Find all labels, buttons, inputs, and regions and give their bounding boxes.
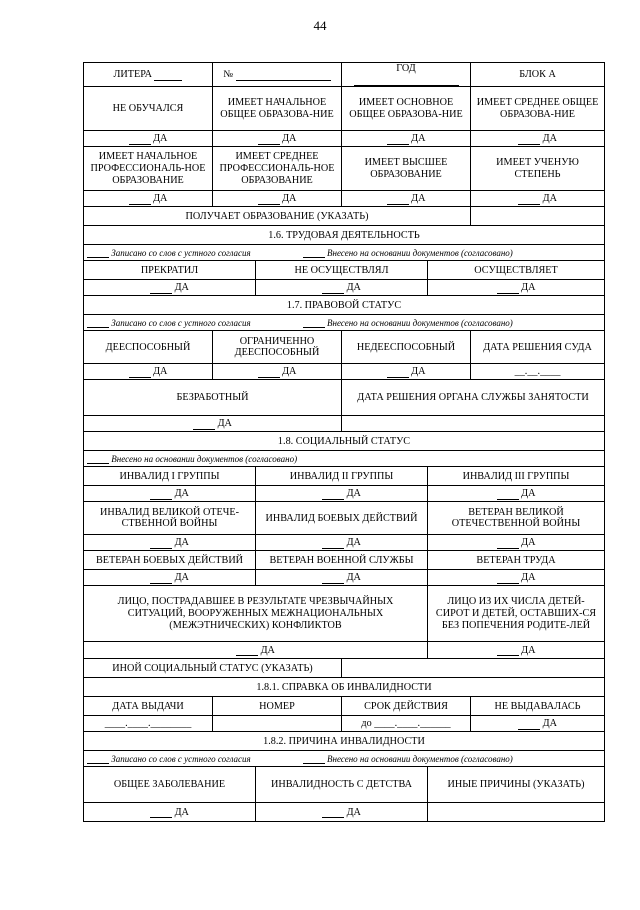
yes-checkbox[interactable]: ДА — [84, 416, 342, 432]
employment-service-date-label: ДАТА РЕШЕНИЯ ОРГАНА СЛУЖБЫ ЗАНЯТОСТИ — [342, 380, 605, 416]
yes-checkbox[interactable]: ДА — [84, 535, 256, 551]
yes-checkbox[interactable]: ДА — [342, 191, 471, 207]
legal-limited: ОГРАНИЧЕННО ДЕЕСПОСОБНЫЙ — [213, 331, 342, 364]
yes-checkbox[interactable]: ДА — [428, 535, 605, 551]
yes-checkbox[interactable]: ДА — [342, 131, 471, 147]
yes-checkbox[interactable]: ДА — [256, 535, 428, 551]
receiving-education-input[interactable] — [471, 207, 605, 226]
edu-degree: ИМЕЕТ УЧЕНУЮ СТЕПЕНЬ — [471, 147, 605, 191]
yes-checkbox[interactable]: ДА — [428, 486, 605, 502]
yes-checkbox[interactable]: ДА — [84, 191, 213, 207]
war-veteran: ВЕТЕРАН ВЕЛИКОЙ ОТЕЧЕСТВЕННОЙ ВОЙНЫ — [428, 502, 605, 535]
receiving-education-label: ПОЛУЧАЕТ ОБРАЗОВАНИЕ (УКАЗАТЬ) — [84, 207, 471, 226]
section-title-social: 1.8. СОЦИАЛЬНЫЙ СТАТУС — [84, 432, 605, 451]
yes-checkbox[interactable]: ДА — [256, 570, 428, 586]
edu-primary-vocational: ИМЕЕТ НАЧАЛЬНОЕ ПРОФЕССИОНАЛЬ-НОЕ ОБРАЗОВАНИЕ — [84, 147, 213, 191]
section-title-labor: 1.6. ТРУДОВАЯ ДЕЯТЕЛЬНОСТЬ — [84, 226, 605, 245]
yes-checkbox[interactable]: ДА — [428, 642, 605, 659]
yes-checkbox[interactable]: ДА — [84, 642, 428, 659]
yes-checkbox[interactable]: ДА — [342, 364, 471, 380]
disability-group-2: ИНВАЛИД II ГРУППЫ — [256, 467, 428, 486]
edu-primary-general: ИМЕЕТ НАЧАЛЬНОЕ ОБЩЕЕ ОБРАЗОВА-НИЕ — [213, 87, 342, 131]
labor-veteran: ВЕТЕРАН ТРУДА — [428, 551, 605, 570]
orphan-status: ЛИЦО ИЗ ИХ ЧИСЛА ДЕТЕЙ-СИРОТ И ДЕТЕЙ, ОСТАВШИХ-СЯ БЕЗ ПОПЕЧЕНИЯ РОДИТЕ-ЛЕЙ — [428, 586, 605, 642]
emergency-victim: ЛИЦО, ПОСТРАДАВШЕЕ В РЕЗУЛЬТАТЕ ЧРЕЗВЫЧАЙНЫХ СИТУАЦИЙ, ВООРУЖЕННЫХ МЕЖНАЦИОНАЛЬНЫХ (МЕЖЭТНИЧЕСКИХ) КОНФЛИКТОВ — [84, 586, 428, 642]
source-selector[interactable]: Внесено на основании документов (согласовано) — [84, 451, 605, 467]
employment-date-input[interactable] — [342, 416, 605, 432]
court-date-input[interactable]: __.__.____ — [471, 364, 605, 380]
unemployed-label: БЕЗРАБОТНЫЙ — [84, 380, 342, 416]
not-issued-label: НЕ ВЫДАВАЛАСЬ — [471, 697, 605, 716]
certificate-number-label: НОМЕР — [213, 697, 342, 716]
cause-general-disease: ОБЩЕЕ ЗАБОЛЕВАНИЕ — [84, 767, 256, 803]
disability-group-3: ИНВАЛИД III ГРУППЫ — [428, 467, 605, 486]
yes-checkbox[interactable]: ДА — [256, 486, 428, 502]
validity-input[interactable]: до ____.____.______ — [342, 716, 471, 732]
yes-checkbox[interactable]: ДА — [84, 131, 213, 147]
source-selector[interactable]: Записано со слов с устного согласия Внесено на основании документов (согласовано) — [84, 245, 605, 261]
labor-never: НЕ ОСУЩЕСТВЛЯЛ — [256, 261, 428, 280]
certificate-number-input[interactable] — [213, 716, 342, 732]
yes-checkbox[interactable]: ДА — [428, 280, 605, 296]
issue-date-input[interactable]: ____.____.________ — [84, 716, 213, 732]
labor-active: ОСУЩЕСТВЛЯЕТ — [428, 261, 605, 280]
source-selector[interactable]: Записано со слов с устного согласия Внесено на основании документов (согласовано) — [84, 751, 605, 767]
edu-basic-general: ИМЕЕТ ОСНОВНОЕ ОБЩЕЕ ОБРАЗОВА-НИЕ — [342, 87, 471, 131]
edu-higher: ИМЕЕТ ВЫСШЕЕ ОБРАЗОВАНИЕ — [342, 147, 471, 191]
yes-checkbox[interactable]: ДА — [256, 803, 428, 822]
other-cause-input[interactable] — [428, 803, 605, 822]
yes-checkbox[interactable]: ДА — [84, 570, 256, 586]
combat-invalid: ИНВАЛИД БОЕВЫХ ДЕЙСТВИЙ — [256, 502, 428, 535]
legal-incapable: НЕДЕЕСПОСОБНЫЙ — [342, 331, 471, 364]
edu-none: НЕ ОБУЧАЛСЯ — [84, 87, 213, 131]
cause-childhood: ИНВАЛИДНОСТЬ С ДЕТСТВА — [256, 767, 428, 803]
section-title-cause: 1.8.2. ПРИЧИНА ИНВАЛИДНОСТИ — [84, 732, 605, 751]
litera-field[interactable]: ЛИТЕРА — [84, 63, 213, 87]
year-field[interactable]: ГОД — [342, 63, 471, 87]
yes-checkbox[interactable]: ДА — [428, 570, 605, 586]
yes-checkbox[interactable]: ДА — [256, 280, 428, 296]
yes-checkbox[interactable]: ДА — [471, 191, 605, 207]
issue-date-label: ДАТА ВЫДАЧИ — [84, 697, 213, 716]
military-veteran: ВЕТЕРАН ВОЕННОЙ СЛУЖБЫ — [256, 551, 428, 570]
other-social-status-input[interactable] — [342, 659, 605, 678]
form-table — [83, 62, 605, 822]
validity-label: СРОК ДЕЙСТВИЯ — [342, 697, 471, 716]
yes-checkbox[interactable]: ДА — [471, 716, 605, 732]
page-number: 44 — [313, 18, 327, 33]
registration-form — [83, 62, 604, 822]
other-social-status-label: ИНОЙ СОЦИАЛЬНЫЙ СТАТУС (УКАЗАТЬ) — [84, 659, 342, 678]
yes-checkbox[interactable]: ДА — [213, 131, 342, 147]
section-title-legal: 1.7. ПРАВОВОЙ СТАТУС — [84, 296, 605, 315]
edu-secondary-general: ИМЕЕТ СРЕДНЕЕ ОБЩЕЕ ОБРАЗОВА-НИЕ — [471, 87, 605, 131]
disability-group-1: ИНВАЛИД I ГРУППЫ — [84, 467, 256, 486]
block-label: БЛОК А — [471, 63, 605, 87]
legal-capable: ДЕЕСПОСОБНЫЙ — [84, 331, 213, 364]
cause-other: ИНЫЕ ПРИЧИНЫ (УКАЗАТЬ) — [428, 767, 605, 803]
edu-secondary-vocational: ИМЕЕТ СРЕДНЕЕ ПРОФЕССИОНАЛЬ-НОЕ ОБРАЗОВАНИЕ — [213, 147, 342, 191]
yes-checkbox[interactable]: ДА — [471, 131, 605, 147]
yes-checkbox[interactable]: ДА — [84, 280, 256, 296]
yes-checkbox[interactable]: ДА — [213, 364, 342, 380]
section-title-certificate: 1.8.1. СПРАВКА ОБ ИНВАЛИДНОСТИ — [84, 678, 605, 697]
legal-court-date: ДАТА РЕШЕНИЯ СУДА — [471, 331, 605, 364]
yes-checkbox[interactable]: ДА — [84, 364, 213, 380]
source-selector[interactable]: Записано со слов с устного согласия Внесено на основании документов (согласовано) — [84, 315, 605, 331]
combat-veteran: ВЕТЕРАН БОЕВЫХ ДЕЙСТВИЙ — [84, 551, 256, 570]
yes-checkbox[interactable]: ДА — [84, 803, 256, 822]
labor-stopped: ПРЕКРАТИЛ — [84, 261, 256, 280]
yes-checkbox[interactable]: ДА — [213, 191, 342, 207]
yes-checkbox[interactable]: ДА — [84, 486, 256, 502]
number-field[interactable]: № — [213, 63, 342, 87]
war-invalid: ИНВАЛИД ВЕЛИКОЙ ОТЕЧЕ-СТВЕННОЙ ВОЙНЫ — [84, 502, 256, 535]
